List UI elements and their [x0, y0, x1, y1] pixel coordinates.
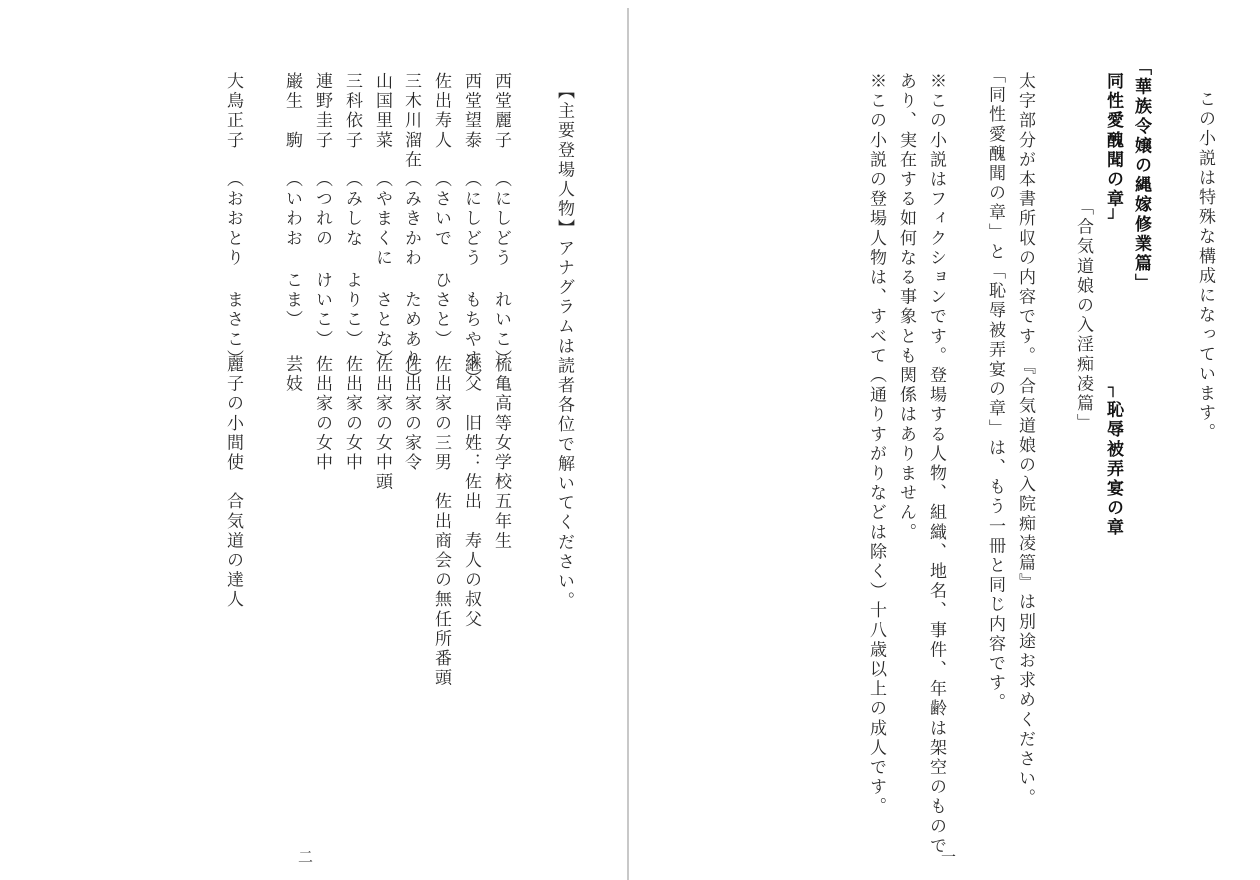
character-reading: （おおとり まさこ）	[223, 170, 243, 369]
character-name: 巌生 駒	[282, 72, 302, 151]
characters-heading: 【主要登場人物】アナグラムは読者各位で解いてください。	[554, 82, 574, 612]
character-reading: （いわお こま）	[282, 170, 302, 330]
character-name: 三科依子	[342, 72, 362, 151]
chapter-1-label: 同性愛醜聞の章┘	[1103, 72, 1123, 232]
character-reading: （さいで ひさと）	[431, 170, 451, 350]
character-name: 連野圭子	[312, 72, 332, 151]
main-title: 「華族令嬢の縄嫁修業篇」	[1131, 58, 1151, 294]
character-name: 三木川溜在	[401, 72, 421, 170]
note-line-1: 太字部分が本書所収の内容です。『合気道娘の入院痴凌篇』は別途お求めください。	[1015, 72, 1035, 809]
character-name: 西堂麗子	[491, 72, 511, 151]
note-line-5: ※この小説の登場人物は、すべて（通りすがりなどは除く）十八歳以上の成人です。	[866, 72, 886, 817]
character-role: 佐出家の三男 佐出商会の無任所番頭	[431, 355, 451, 689]
note-line-3: ※この小説はフィクションです。登場する人物、組織、地名、事件、年齢は架空のもので	[926, 72, 946, 856]
left-page	[0, 0, 627, 880]
note-line-4: あり、実在する如何なる事象とも関係はありません。	[896, 72, 916, 543]
other-volume-title: 「合気道娘の入淫痴凌篇」	[1073, 198, 1093, 434]
intro-line: この小説は特殊な構成になっています。	[1195, 90, 1215, 443]
chapter-2-label: ┐恥辱被弄宴の章	[1103, 378, 1123, 538]
right-page	[629, 0, 1260, 880]
character-reading: （みしな よりこ）	[342, 170, 362, 350]
character-role: 麗子の小間使 合気道の達人	[223, 355, 243, 610]
character-role: 佐出家の女中頭	[372, 355, 392, 493]
character-name: 西堂望泰	[461, 72, 481, 151]
character-role: 芸妓	[282, 355, 302, 395]
character-role: 継父 旧姓：佐出 寿人の叔父	[461, 355, 481, 630]
character-reading: （にしどう れいこ）	[491, 170, 511, 369]
character-name: 大鳥正子	[223, 72, 243, 151]
character-name: 山国里菜	[372, 72, 392, 151]
note-line-2: 「同性愛醜聞の章」と「恥辱被弄宴の章」は、もう一冊と同じ内容です。	[985, 66, 1005, 713]
character-reading: （やまくに さとな）	[372, 170, 392, 369]
character-reading: （にしどう もちやす）	[461, 170, 481, 389]
character-name: 佐出寿人	[431, 72, 451, 151]
character-reading: （つれの けいこ）	[312, 170, 332, 350]
character-reading: （みきかわ ためあり）	[401, 170, 421, 389]
character-role: 梳亀高等女学校五年生	[491, 355, 511, 551]
character-role: 佐出家の女中	[342, 355, 362, 473]
page-number: 二	[298, 848, 314, 866]
character-role: 佐出家の家令	[401, 355, 421, 473]
page-number: 一	[941, 848, 957, 866]
character-role: 佐出家の女中	[312, 355, 332, 473]
